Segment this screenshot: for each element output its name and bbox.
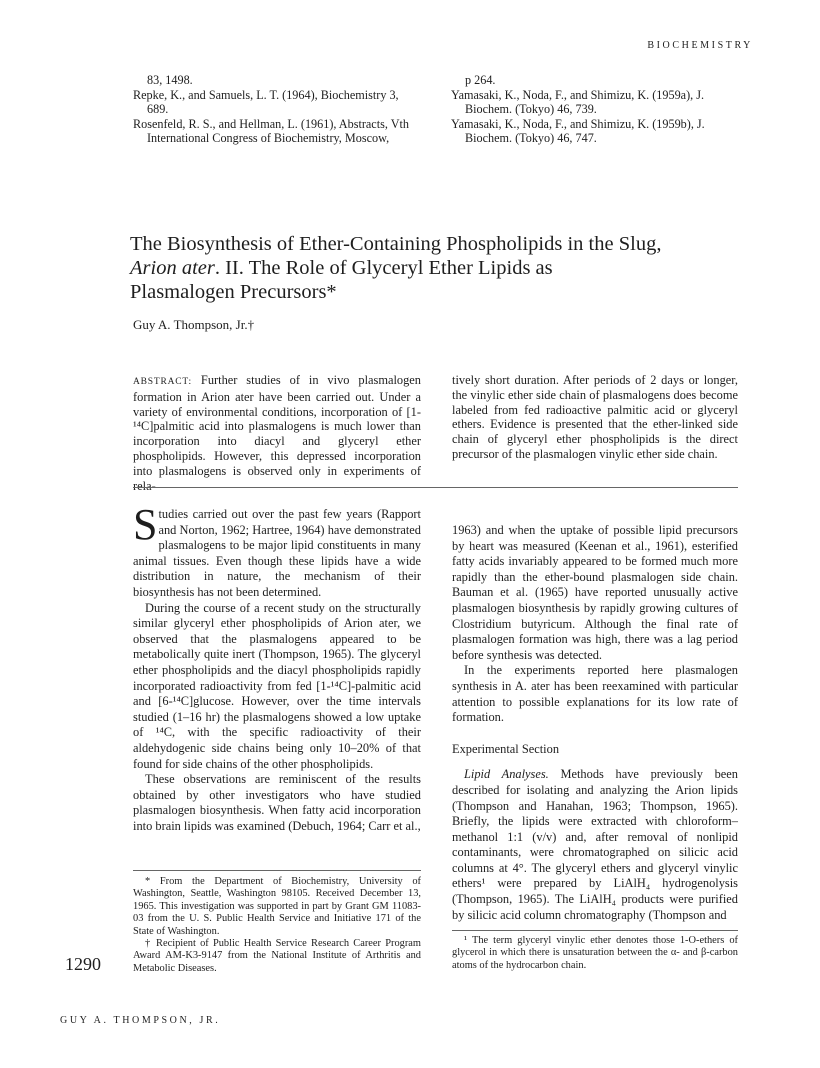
abstract-right-column: tively short duration. After periods of 2 days or longer, the vinylic ether side chain of plasmalogens does become labeled from fed radioactive palmitic acid or glyceryl ethers. Evidence is presented that the ether-linked side chain of glyceryl ether phospholipids is the direct precursor of the plasmalogen vinylic ether side chain. <box>452 373 738 461</box>
footnote-definition: ¹ The term glyceryl vinylic ether denotes those 1-O-ethers of glycerol in which there is unsaturation between the α- and β-carbon atoms of the hydrocarbon chain. <box>452 935 738 971</box>
paragraph-run-in-head: Lipid Analyses. <box>464 767 549 782</box>
author-byline: Guy A. Thompson, Jr.† <box>133 317 255 332</box>
body-paragraph: 1963) and when the uptake of possible lipid precursors by heart was measured (Keenan et al., 1961), esterified fatty acids invariably appeared to be formed much more rapidly than the ether-bound plasmalogen side chain. Bauman et al. (1965) have reported unusually active plasmalogen biosynthesis by rapidly growing cultures of Clostridium butyricum. Although the final rate of plasmalogen formation was high, there was a lag period before synthesis was detected. <box>452 523 738 662</box>
body-right-column <box>452 523 738 923</box>
reference-item: Yamasaki, K., Noda, F., and Shimizu, K. (1959b), J. Biochem. (Tokyo) 46, 747. <box>451 116 705 146</box>
title-species: Arion ater <box>130 257 215 279</box>
footnote-affiliation: * From the Department of Biochemistry, University of Washington, Seattle, Washington 98105. Received December 13, 1965. This investigation was supported in part by Grant GM 11083-03 from the U. S. Public Health Service and Initiative 171 of the State of Washington. <box>133 876 421 937</box>
reference-item: Yamasaki, K., Noda, F., and Shimizu, K. (1959a), J. Biochem. (Tokyo) 46, 739. <box>451 87 705 117</box>
body-paragraph: Lipid Analyses. Methods have previously been described for isolating and analyzing the Arion lipids (Thompson and Hanahan, 1963; Thompson, 1965). Briefly, the lipids were extracted with chloroform–methanol 1:1 (v/v) and, after removal of nonlipid contaminants, were chromatographed on silicic acid columns at 4°. The glyceryl ethers and glyceryl vinylic ethers¹ were prepared by LiAlH₄ hydrogenolysis (Thompson, 1965). The LiAlH₄ products were purified by silicic acid column chromatography (Thompson and <box>452 767 738 922</box>
abstract-text-left: Further studies of in vivo plasmalogen formation in Arion ater have been carried out. Under a variety of environmental conditions, incorporation of [1-¹⁴C]palmitic acid into plasmalogens is much lower than incorporation into diacyl and glyceryl ether phospholipids. However, this depressed incorporation into plasmalogens is observed only in experiments of rela- <box>133 373 421 493</box>
footnotes-right <box>452 935 738 972</box>
title-line-3: Plasmalogen Precursors* <box>130 281 337 303</box>
section-heading: Experimental Section <box>452 741 560 756</box>
drop-cap: S <box>133 500 158 549</box>
reference-list-right <box>451 73 733 146</box>
article-title <box>130 232 690 304</box>
title-line-2: . II. The Role of Glyceryl Ether Lipids as <box>214 257 553 279</box>
footnotes-left <box>133 876 421 975</box>
reference-item: 83, 1498. <box>147 73 193 87</box>
reference-list-left <box>133 73 419 146</box>
running-footer-author: GUY A. THOMPSON, JR. <box>60 1015 221 1026</box>
reference-item: Repke, K., and Samuels, L. T. (1964), Biochemistry 3, 689. <box>133 87 399 117</box>
body-paragraph: In the experiments reported here plasmalogen synthesis in A. ater has been reexamined with particular attention to possible explanations for its low rate of formation. <box>452 663 738 725</box>
body-paragraph: Studies carried out over the past few years (Rapport and Norton, 1962; Hartree, 1964) have demonstrated plasmalogens to be major lipid constituents in many animal tissues. Even though these lipids have a wide distribution in nature, the mechanism of their biosynthesis has not been determined. <box>133 500 421 599</box>
abstract-divider <box>133 487 738 488</box>
footnote-award: † Recipient of Public Health Service Research Career Program Award AM-K3-9147 from the National Institute of Arthritis and Metabolic Diseases. <box>133 938 421 974</box>
reference-item: p 264. <box>465 73 496 87</box>
body-left-column <box>133 500 421 834</box>
body-paragraph: During the course of a recent study on the structurally similar glyceryl ether phospholipids of Arion ater, we observed that the plasmalogens appeared to be metabolically quite inert (Thompson, 1965). The glyceryl ether phospholipids and the diacyl phospholipids rapidly incorporated radioactivity from fed [1-¹⁴C]-palmitic acid and [6-¹⁴C]glucose. However, over the time intervals studied (1–16 hr) the plasmalogens showed a low uptake of ¹⁴C, with the specific radioactivity of their aldehydogenic side chains being only 10–20% of that found for side chains of the other phospholipids. <box>133 600 421 771</box>
body-paragraph: These observations are reminiscent of the results obtained by other investigators who have studied plasmalogen biosynthesis. When fatty acid incorporation into brain lipids was examined (Debuch, 1964; Carr et al., <box>133 772 421 833</box>
running-header-journal: BIOCHEMISTRY <box>647 40 753 51</box>
abstract-left-column <box>133 373 421 493</box>
reference-item: Rosenfeld, R. S., and Hellman, L. (1961), Abstracts, Vth International Congress of Biochemistry, Moscow, <box>133 116 409 146</box>
footnote-divider-left <box>133 870 421 871</box>
abstract-label: ABSTRACT: <box>133 377 192 387</box>
footnote-divider-right <box>452 930 738 931</box>
page-number: 1290 <box>65 954 101 974</box>
title-line-1: The Biosynthesis of Ether-Containing Phospholipids in the Slug, <box>130 233 662 255</box>
